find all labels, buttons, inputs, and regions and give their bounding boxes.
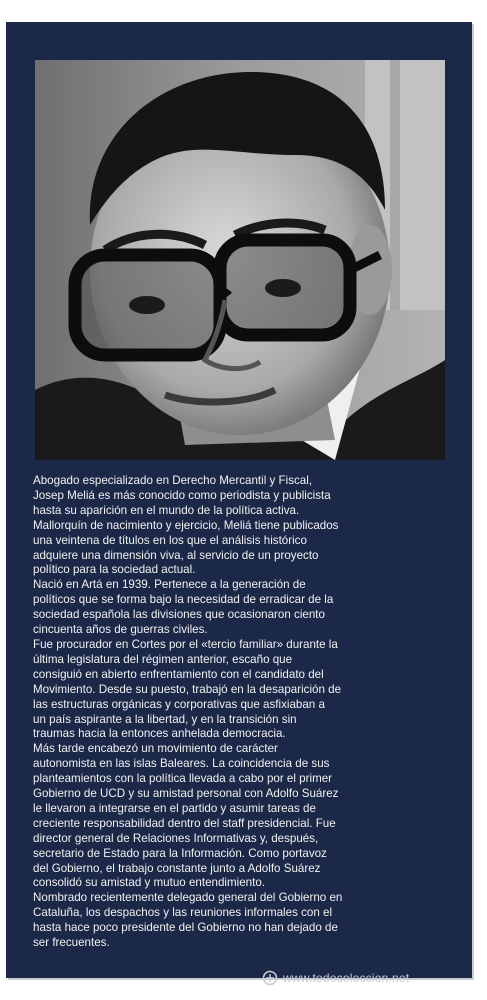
watermark-text: www.todocoleccion.net bbox=[283, 971, 410, 985]
bio-line: del Gobierno, el trabajo constante junto a Adolfo Suárez bbox=[33, 861, 321, 875]
bio-line: las estructuras orgánicas y corporativas que asfixiaban a bbox=[33, 697, 325, 711]
bio-line: Mallorquín de nacimiento y ejercicio, Meliá tiene publicados bbox=[33, 518, 339, 532]
bio-line: última legislatura del régimen anterior, escaño que bbox=[33, 652, 293, 666]
bio-paragraph-5 bbox=[33, 891, 453, 951]
author-biography bbox=[33, 474, 453, 951]
bio-line: Fue procurador en Cortes por el «tercio familiar» durante la bbox=[33, 637, 338, 651]
bio-line: Movimiento. Desde su puesto, trabajó en la desaparición de bbox=[33, 682, 342, 696]
bio-paragraph-4 bbox=[33, 742, 453, 891]
portrait-illustration bbox=[35, 60, 445, 460]
bio-line: hasta hace poco presidente del Gobierno no han dejado de bbox=[33, 921, 338, 935]
bio-line: políticos que se forma bajo la necesidad de erradicar de la bbox=[33, 593, 334, 607]
bio-line: director general de Relaciones Informativas y, después, bbox=[33, 831, 319, 845]
bio-line: un país aspirante a la libertad, y en la transición sin bbox=[33, 712, 297, 726]
bio-line: Más tarde encabezó un movimiento de carácter bbox=[33, 742, 278, 756]
bio-line: planteamientos con la política llevada a cabo por el primer bbox=[33, 772, 333, 786]
bio-line: adquiere una dimensión viva, al servicio de un proyecto bbox=[33, 548, 319, 562]
bio-paragraph-2 bbox=[33, 578, 453, 638]
bio-line: Josep Meliá es más conocido como periodista y publicista bbox=[33, 488, 331, 502]
bio-line: ser frecuentes. bbox=[33, 936, 110, 950]
bio-line: sociedad española las divisiones que ocasionaron ciento bbox=[33, 608, 325, 622]
bio-paragraph-1 bbox=[33, 474, 453, 578]
bio-paragraph-3 bbox=[33, 638, 453, 742]
bio-line: político para la sociedad actual. bbox=[33, 563, 196, 577]
bio-line: hasta su aparición en el mundo de la política activa. bbox=[33, 503, 300, 517]
bio-line: traumas hacia la entonces anhelada democracia. bbox=[33, 727, 286, 741]
bio-line: Nació en Artá en 1939. Pertenece a la generación de bbox=[33, 578, 306, 592]
bio-line: creciente responsabilidad dentro del staff presidencial. Fue bbox=[33, 816, 336, 830]
todocoleccion-logo-icon bbox=[262, 970, 278, 986]
bio-line: Gobierno de UCD y su amistad personal con Adolfo Suárez bbox=[33, 787, 339, 801]
bio-line: consiguió en abierto enfrentamiento con el candidato del bbox=[33, 667, 324, 681]
bio-line: una veintena de títulos en los que el análisis histórico bbox=[33, 533, 307, 547]
bio-line: Nombrado recientemente delegado general del Gobierno en bbox=[33, 891, 343, 905]
bio-line: cincuenta años de guerras civiles. bbox=[33, 623, 208, 637]
book-back-cover bbox=[6, 22, 472, 978]
bio-line: consolidó su amistad y mutuo entendimiento. bbox=[33, 876, 266, 890]
bio-line: le llevaron a integrarse en el partido y asumir tareas de bbox=[33, 801, 316, 815]
bio-line: Cataluña, los despachos y las reuniones informales con el bbox=[33, 906, 333, 920]
watermark bbox=[262, 968, 409, 988]
author-portrait-photo bbox=[35, 60, 445, 460]
bio-line: secretario de Estado para la Información. Como portavoz bbox=[33, 846, 327, 860]
bio-line: Abogado especializado en Derecho Mercantil y Fiscal, bbox=[33, 474, 313, 487]
bio-line: autonomista en las islas Baleares. La coincidencia de sus bbox=[33, 757, 330, 771]
